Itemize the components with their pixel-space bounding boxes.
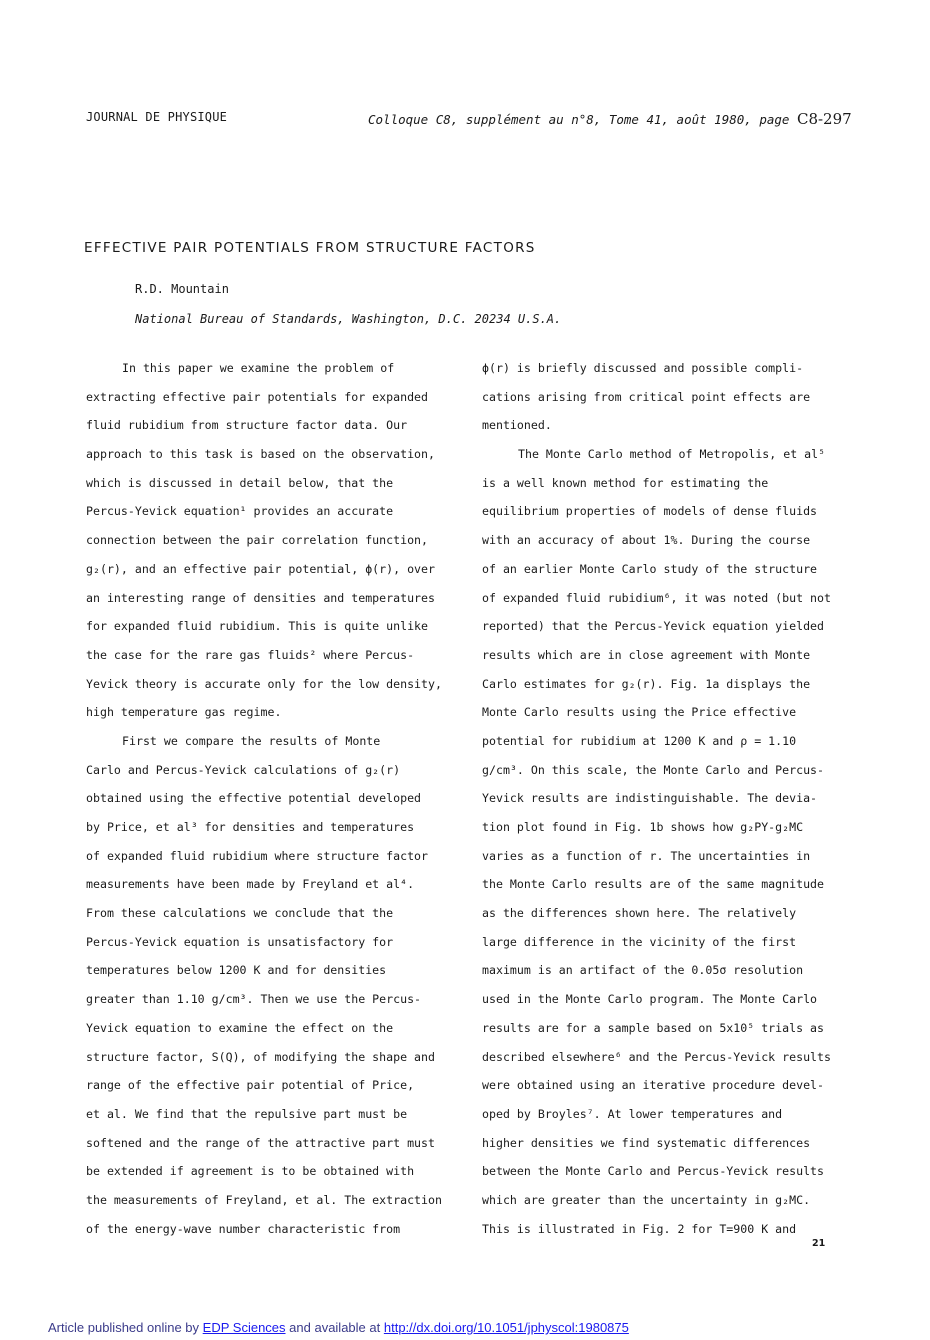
text-line: approach to this task is based on the observation, bbox=[86, 447, 436, 462]
author: R.D. Mountain bbox=[135, 282, 229, 296]
text-line: Yevick results are indistinguishable. The devia- bbox=[482, 791, 818, 806]
text-line: Carlo estimates for g₂(r). Fig. 1a displays the bbox=[482, 676, 811, 691]
text-line: fluid rubidium from structure factor data. Our bbox=[86, 418, 408, 433]
colloque-reference bbox=[368, 110, 852, 128]
text-line: be extended if agreement is to be obtained with bbox=[86, 1164, 415, 1179]
publication-footer bbox=[48, 1320, 629, 1335]
text-line: measurements have been made by Freyland et al⁴. bbox=[86, 877, 415, 892]
text-line: greater than 1.10 g/cm³. Then we use the Percus- bbox=[86, 992, 422, 1007]
text-line: tion plot found in Fig. 1b shows how g₂PY-g₂MC bbox=[482, 820, 804, 834]
text-line: Yevick equation to examine the effect on the bbox=[86, 1020, 394, 1035]
text-line: which are greater than the uncertainty in g₂MC. bbox=[482, 1192, 811, 1207]
text-line: From these calculations we conclude that the bbox=[86, 906, 394, 921]
text-line: large difference in the vicinity of the first bbox=[482, 934, 797, 949]
text-line: Percus-Yevick equation is unsatisfactory for bbox=[86, 934, 394, 949]
text-line: the case for the rare gas fluids² where Percus- bbox=[86, 647, 415, 662]
text-line: varies as a function of r. The uncertainties in bbox=[482, 848, 811, 863]
text-line: were obtained using an iterative procedure devel- bbox=[482, 1078, 825, 1093]
text-line: higher densities we find systematic differences bbox=[482, 1135, 811, 1150]
affiliation: National Bureau of Standards, Washington, D.C. 20234 U.S.A. bbox=[135, 312, 562, 326]
text-line: ϕ(r) is briefly discussed and possible compli- bbox=[482, 361, 804, 375]
text-line: an interesting range of densities and temperatures bbox=[86, 590, 436, 605]
text-line: This is illustrated in Fig. 2 for T=900 K and bbox=[482, 1221, 797, 1236]
text-line: the measurements of Freyland, et al. The extraction bbox=[86, 1192, 442, 1207]
text-line: between the Monte Carlo and Percus-Yevick results bbox=[482, 1164, 825, 1179]
text-line: of expanded fluid rubidium where structure factor bbox=[86, 848, 429, 863]
text-line: is a well known method for estimating the bbox=[482, 475, 769, 490]
text-line: the Monte Carlo results are of the same magnitude bbox=[482, 877, 825, 892]
footer-middle: and available at bbox=[289, 1320, 381, 1335]
journal-name: JOURNAL DE PHYSIQUE bbox=[86, 110, 228, 124]
text-line: extracting effective pair potentials for expanded bbox=[86, 389, 429, 404]
text-line: et al. We find that the repulsive part must be bbox=[86, 1106, 408, 1121]
text-line: used in the Monte Carlo program. The Monte Carlo bbox=[482, 992, 818, 1007]
text-line: First we compare the results of Monte bbox=[122, 733, 381, 748]
text-line: which is discussed in detail below, that the bbox=[86, 475, 394, 490]
text-line: temperatures below 1200 K and for densities bbox=[86, 963, 387, 978]
text-line: described elsewhere⁶ and the Percus-Yevick results bbox=[482, 1049, 832, 1064]
footer-prefix: Article published online by bbox=[48, 1320, 200, 1335]
text-line: maximum is an artifact of the 0.05σ resolution bbox=[482, 963, 804, 978]
text-line: as the differences shown here. The relatively bbox=[482, 906, 797, 921]
text-line: Carlo and Percus-Yevick calculations of g₂(r) bbox=[86, 762, 401, 777]
text-line: equilibrium properties of models of dense fluids bbox=[482, 504, 818, 519]
column-right bbox=[482, 354, 831, 1243]
text-line: structure factor, S(Q), of modifying the shape and bbox=[86, 1049, 436, 1064]
text-line: of an earlier Monte Carlo study of the structure bbox=[482, 561, 818, 576]
text-line: by Price, et al³ for densities and temperatures bbox=[86, 820, 415, 834]
text-line: of the energy-wave number characteristic from bbox=[86, 1221, 401, 1236]
text-line: of expanded fluid rubidium⁶, it was noted (but not bbox=[482, 590, 832, 605]
text-line: cations arising from critical point effects are bbox=[482, 389, 811, 404]
text-line: Monte Carlo results using the Price effective bbox=[482, 705, 797, 720]
column-left bbox=[86, 354, 442, 1243]
text-line: oped by Broyles⁷. At lower temperatures and bbox=[482, 1106, 783, 1121]
page-id: C8-297 bbox=[796, 110, 852, 128]
text-line: mentioned. bbox=[482, 418, 552, 433]
text-line: In this paper we examine the problem of bbox=[122, 361, 395, 375]
doi-link[interactable]: http://dx.doi.org/10.1051/jphyscol:1980875 bbox=[383, 1320, 629, 1335]
text-line: The Monte Carlo method of Metropolis, et al⁵ bbox=[518, 447, 826, 462]
paper-title: EFFECTIVE PAIR POTENTIALS FROM STRUCTURE FACTORS bbox=[84, 240, 536, 256]
text-line: g₂(r), and an effective pair potential, ϕ(r), over bbox=[86, 561, 436, 576]
text-line: with an accuracy of about 1%. During the course bbox=[482, 533, 811, 548]
text-line: for expanded fluid rubidium. This is quite unlike bbox=[86, 619, 429, 634]
text-line: Percus-Yevick equation¹ provides an accurate bbox=[86, 504, 394, 519]
text-line: reported) that the Percus-Yevick equation yielded bbox=[482, 619, 825, 634]
colloque-text: Colloque C8, supplément au n°8, Tome 41, août 1980, page bbox=[368, 112, 790, 127]
text-line: range of the effective pair potential of Price, bbox=[86, 1078, 415, 1093]
text-line: results which are in close agreement with Monte bbox=[482, 647, 811, 662]
text-line: g/cm³. On this scale, the Monte Carlo and Percus- bbox=[482, 762, 825, 777]
publisher-link[interactable]: EDP Sciences bbox=[202, 1320, 286, 1335]
text-line: softened and the range of the attractive part must bbox=[86, 1135, 436, 1150]
page-number: 21 bbox=[812, 1238, 826, 1249]
text-line: Yevick theory is accurate only for the low density, bbox=[86, 676, 442, 691]
text-line: connection between the pair correlation function, bbox=[86, 533, 429, 548]
text-line: high temperature gas regime. bbox=[86, 705, 282, 720]
text-line: results are for a sample based on 5x10⁵ trials as bbox=[482, 1020, 825, 1035]
text-line: obtained using the effective potential developed bbox=[86, 791, 422, 806]
text-line: potential for rubidium at 1200 K and ρ = 1.10 bbox=[482, 733, 797, 748]
